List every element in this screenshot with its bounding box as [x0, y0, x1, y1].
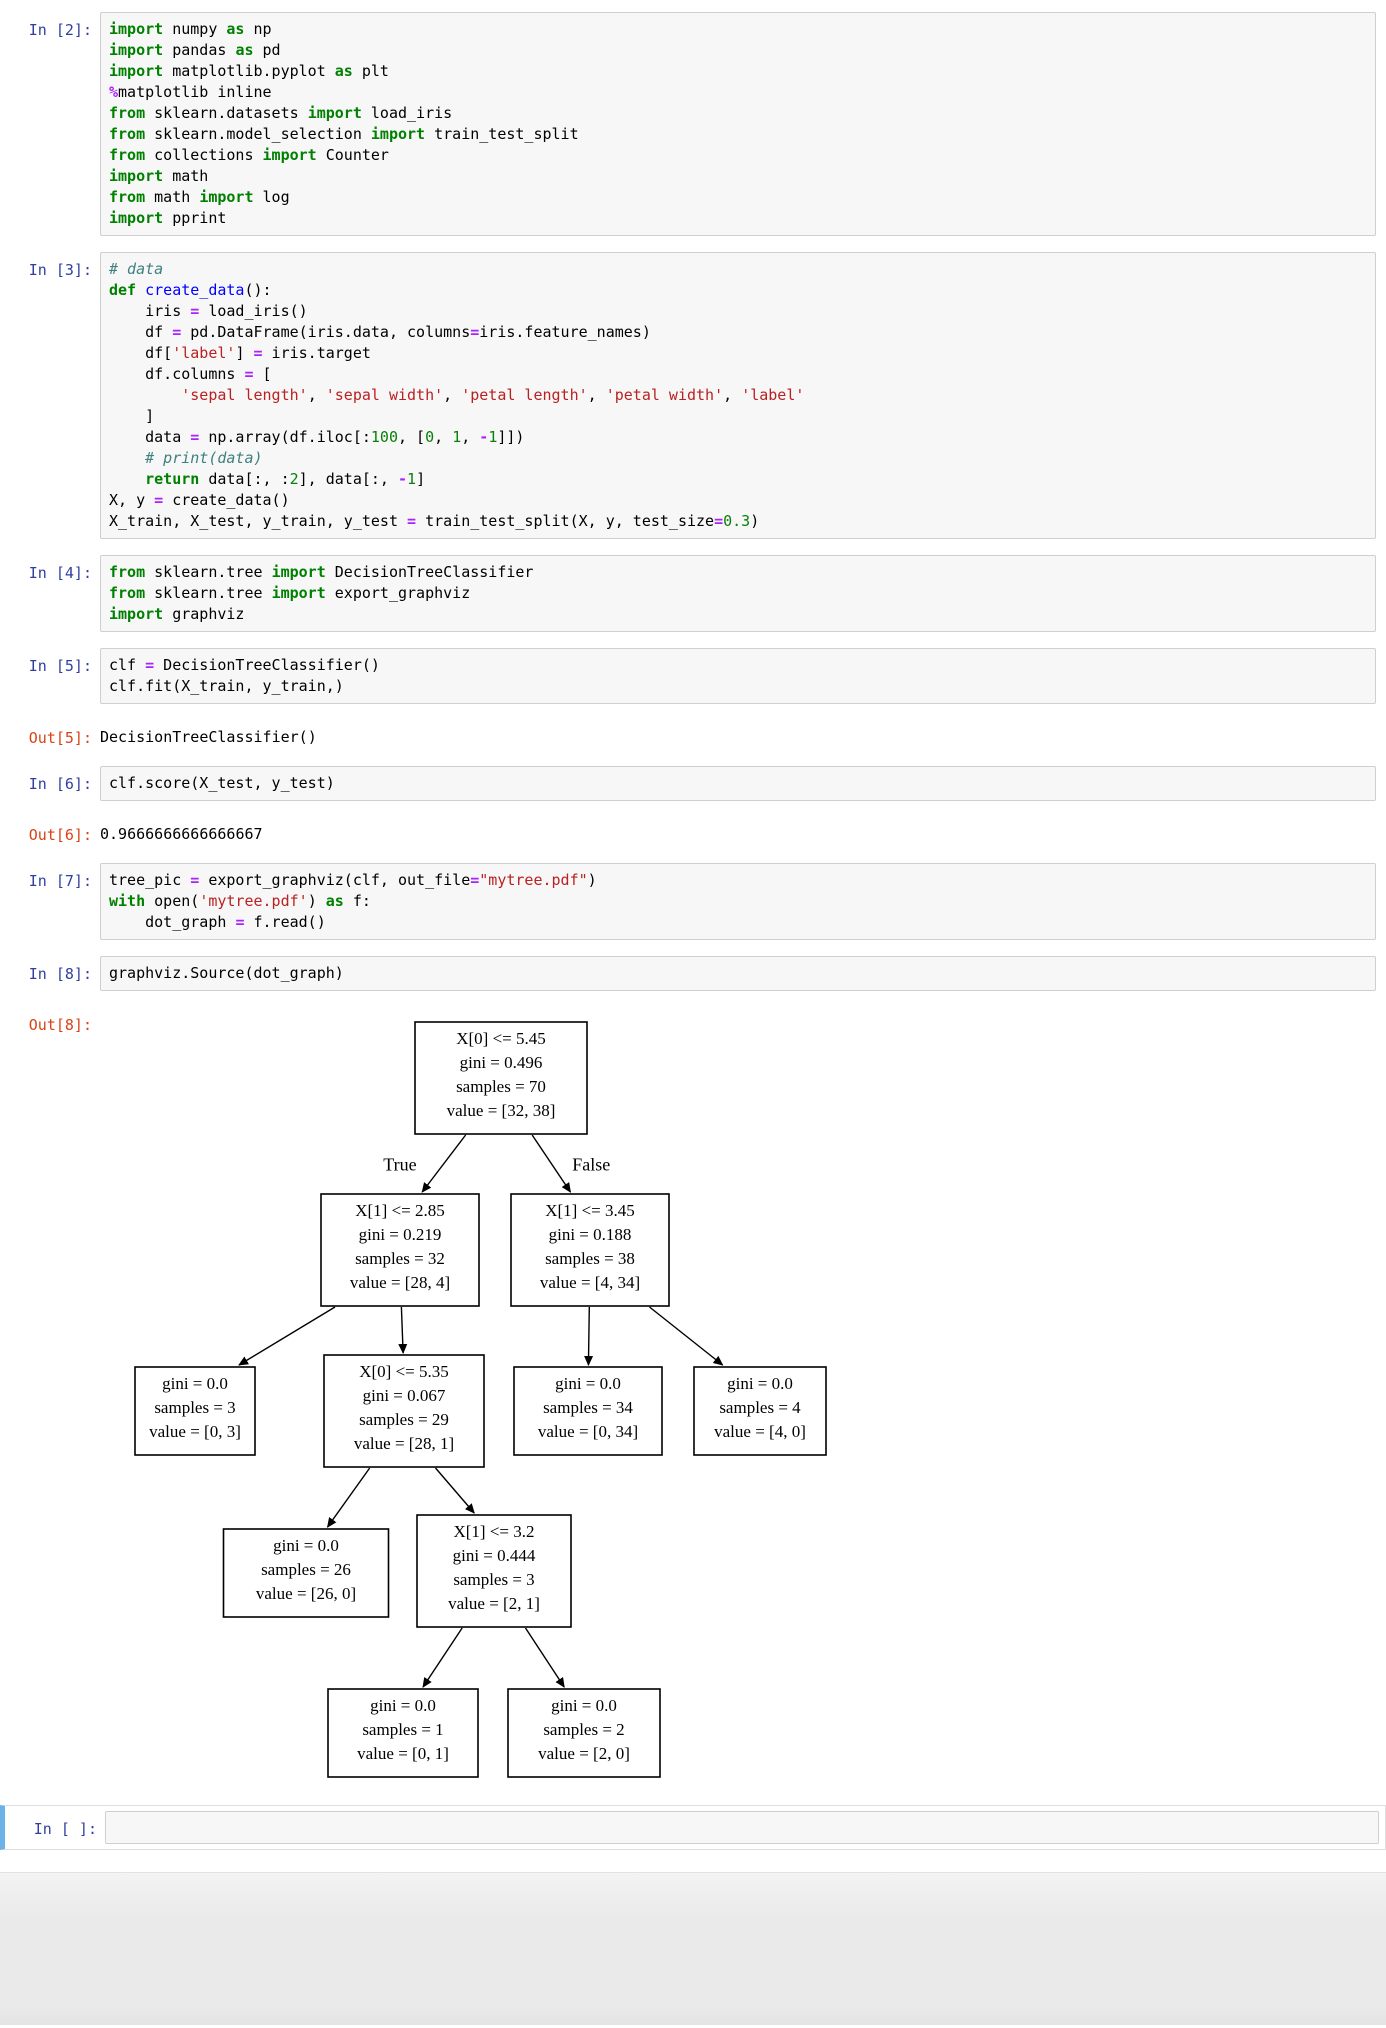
output-prompt: Out[6]: — [28, 826, 92, 844]
code-cell-4 — [0, 766, 1376, 801]
tree-node-n5b — [508, 1689, 660, 1777]
code-input-area[interactable] — [100, 766, 1376, 801]
tree-edge — [328, 1468, 370, 1527]
tree-node-n3d — [694, 1367, 826, 1455]
code-text: import numpy as np import pandas as pd import matplotlib.pyplot as plt %matplotlib inline from sklearn.datasets import load_iris from sklearn.model_selection import train_test_split from collections import Counter import math from math import log import pprint — [109, 20, 579, 227]
tree-node-line: X[0] <= 5.45 — [456, 1029, 546, 1048]
code-input-area[interactable] — [100, 12, 1376, 236]
code-cell-5 — [0, 863, 1376, 940]
tree-edge — [532, 1135, 570, 1192]
code-cell-1 — [0, 252, 1376, 539]
code-text: from sklearn.tree import DecisionTreeClassifier from sklearn.tree import export_graphviz import graphviz — [109, 563, 534, 623]
tree-node-line: gini = 0.219 — [358, 1225, 442, 1244]
tree-node-line: gini = 0.0 — [162, 1374, 228, 1393]
tree-node-line: gini = 0.0 — [551, 1696, 617, 1715]
notebook-end-space[interactable] — [0, 1850, 1386, 1872]
tree-node-line: value = [2, 1] — [448, 1594, 540, 1613]
tree-node-line: value = [0, 3] — [149, 1422, 241, 1441]
code-cell-6 — [0, 956, 1376, 991]
tree-edge — [526, 1628, 565, 1687]
tree-node-line: samples = 3 — [453, 1570, 535, 1589]
output-prompt: Out[5]: — [28, 729, 92, 747]
tree-node-line: samples = 26 — [261, 1560, 351, 1579]
code-input-area[interactable] — [100, 252, 1376, 539]
tree-edge — [401, 1307, 403, 1353]
code-text: clf.score(X_test, y_test) — [109, 774, 335, 792]
input-prompt: In [5]: — [28, 657, 92, 675]
decision-tree-svg — [120, 1015, 850, 1783]
tree-edge — [436, 1468, 475, 1513]
tree-node-root — [415, 1022, 587, 1134]
tree-node-line: gini = 0.444 — [452, 1546, 536, 1565]
tree-node-line: value = [0, 1] — [357, 1744, 449, 1763]
tree-node-line: value = [28, 1] — [353, 1434, 455, 1453]
tree-node-line: value = [26, 0] — [255, 1584, 357, 1603]
tree-node-n3a — [135, 1367, 255, 1455]
tree-node-line: X[1] <= 3.45 — [545, 1201, 635, 1220]
output-text: 0.9666666666666667 — [100, 825, 263, 843]
tree-node-line: samples = 38 — [545, 1249, 635, 1268]
tree-edge — [239, 1307, 335, 1365]
tree-node-line: samples = 2 — [543, 1720, 625, 1739]
tree-node-line: samples = 1 — [362, 1720, 444, 1739]
tree-node-n4a — [224, 1529, 389, 1617]
tree-node-line: samples = 4 — [719, 1398, 801, 1417]
tree-node-n5a — [328, 1689, 478, 1777]
tree-edge — [422, 1135, 465, 1192]
input-prompt: In [6]: — [28, 775, 92, 793]
code-cell-0 — [0, 12, 1376, 236]
tree-node-n3b — [324, 1355, 484, 1467]
input-prompt: In [8]: — [28, 965, 92, 983]
code-input-area[interactable] — [100, 956, 1376, 991]
tree-node-n2L — [321, 1194, 479, 1306]
output-area — [0, 817, 1376, 845]
input-prompt: In [2]: — [28, 21, 92, 39]
code-input-area[interactable] — [105, 1811, 1379, 1844]
tree-edge — [650, 1307, 723, 1365]
tree-node-line: gini = 0.0 — [555, 1374, 621, 1393]
tree-node-line: X[0] <= 5.35 — [359, 1362, 449, 1381]
tree-node-line: X[1] <= 3.2 — [453, 1522, 535, 1541]
tree-node-line: samples = 29 — [359, 1410, 449, 1429]
code-input-area[interactable] — [100, 648, 1376, 704]
code-text: tree_pic = export_graphviz(clf, out_file="mytree.pdf") with open('mytree.pdf') as f: dot_graph = f.read() — [109, 871, 597, 931]
code-text: graphviz.Source(dot_graph) — [109, 964, 344, 982]
tree-edge — [423, 1628, 462, 1687]
input-prompt: In [3]: — [28, 261, 92, 279]
tree-node-line: gini = 0.067 — [362, 1386, 446, 1405]
tree-node-line: samples = 70 — [456, 1077, 546, 1096]
tree-node-n4b — [417, 1515, 571, 1627]
tree-node-line: value = [0, 34] — [537, 1422, 639, 1441]
tree-node-n2R — [511, 1194, 669, 1306]
tree-node-line: value = [32, 38] — [446, 1101, 556, 1120]
tree-node-line: gini = 0.188 — [548, 1225, 632, 1244]
input-prompt: In [ ]: — [33, 1820, 97, 1838]
output-area — [0, 1007, 1376, 1787]
tree-edge-label: True — [383, 1154, 417, 1175]
tree-node-line: value = [2, 0] — [538, 1744, 630, 1763]
tree-node-line: X[1] <= 2.85 — [355, 1201, 445, 1220]
page-background-band — [0, 1872, 1386, 2025]
input-prompt: In [4]: — [28, 564, 92, 582]
code-text: clf = DecisionTreeClassifier() clf.fit(X_train, y_train,) — [109, 656, 380, 695]
tree-node-line: gini = 0.0 — [370, 1696, 436, 1715]
tree-node-line: gini = 0.0 — [727, 1374, 793, 1393]
tree-node-n3c — [514, 1367, 662, 1455]
output-prompt: Out[8]: — [28, 1016, 92, 1034]
tree-node-line: value = [4, 0] — [714, 1422, 806, 1441]
tree-node-line: samples = 3 — [154, 1398, 236, 1417]
input-prompt: In [7]: — [28, 872, 92, 890]
tree-node-line: gini = 0.496 — [459, 1053, 543, 1072]
selected-empty-cell[interactable] — [0, 1805, 1386, 1850]
tree-node-line: value = [28, 4] — [349, 1273, 451, 1292]
tree-node-line: gini = 0.0 — [273, 1536, 339, 1555]
tree-edge-label: False — [572, 1154, 611, 1175]
code-cell-3 — [0, 648, 1376, 704]
code-cell-2 — [0, 555, 1376, 632]
output-area — [0, 720, 1376, 748]
output-text: DecisionTreeClassifier() — [100, 728, 317, 746]
decision-tree-output — [120, 1007, 850, 1787]
tree-node-line: samples = 32 — [355, 1249, 445, 1268]
code-input-area[interactable] — [100, 555, 1376, 632]
tree-edge — [588, 1307, 589, 1365]
tree-node-line: samples = 34 — [543, 1398, 633, 1417]
tree-node-line: value = [4, 34] — [539, 1273, 641, 1292]
code-input-area[interactable] — [100, 863, 1376, 940]
code-text: # data def create_data(): iris = load_iris() df = pd.DataFrame(iris.data, columns=iris.feature_names) df['label'] = iris.target df.columns = [ 'sepal length', 'sepal width', 'petal length', 'petal width', 'label' ] data = np.array(df.iloc[:100, [0, 1, -1]]) # print(data) return data[:, :2], data[:, -1] X, y = create_data() X_train, X_test, y_train, y_test = train_test_split(X, y, test_size=0.3) — [109, 260, 805, 530]
